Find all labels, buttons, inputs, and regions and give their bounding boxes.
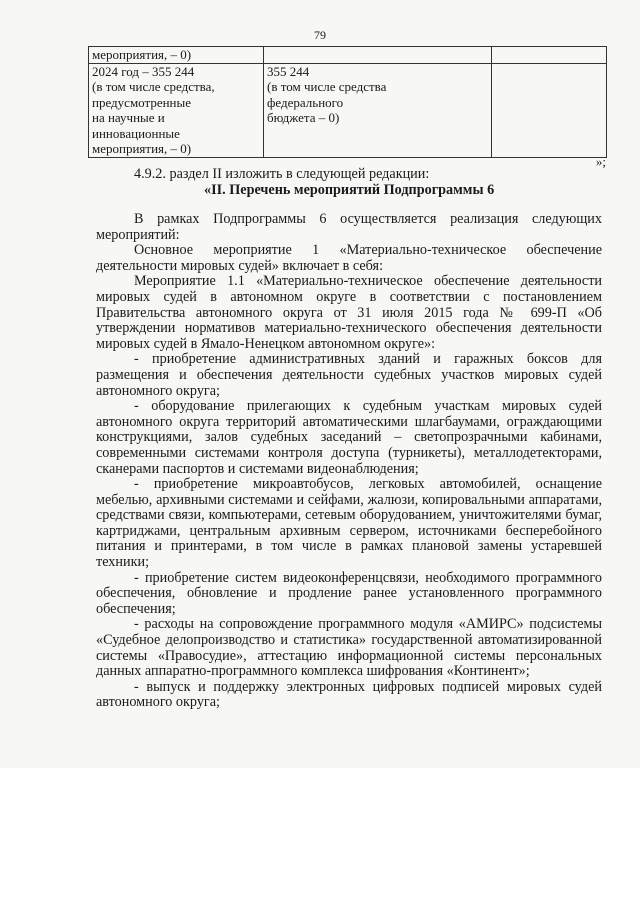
paragraph: - оборудование прилегающих к судебным участкам мировых судей автономного округа территорий автоматическими шлагбаумами, ограждающими конструкциями, залов судебных заседаний – светопрозрачными кабинами, современными системами контроля доступа (турникеты), металлодетекторами, сканерами паспортов и системами видеонаблюдения;	[96, 398, 602, 477]
table-cell	[264, 47, 492, 64]
paragraph: Мероприятие 1.1 «Материально-техническое обеспечение деятельности мировых судей в автономном округе в соответствии с постановлением Правительства автономного округа от 31 июля 2015 года № 699-П «Об утверждении нормативов материально-технического обеспечения деятельности мировых судей в Ямало-Ненецком автономном округе»:	[96, 273, 602, 352]
paragraph: - приобретение микроавтобусов, легковых автомобилей, оснащение мебелью, архивными системами и сейфами, жалюзи, копировальными аппаратами, средствами связи, компьютерами, сетевым оборудованием, уничтожителями бумаг, картриджами, центральным архивным сервером, источниками бесперебойного питания и принтерами, в том числе в рамках плановой замены устаревшей техники;	[96, 476, 602, 571]
funding-table	[88, 46, 607, 158]
cell-line: предусмотренные	[92, 94, 192, 110]
cell-line: мероприятия, – 0)	[92, 47, 192, 62]
paragraph: - расходы на сопровождение программного модуля «АМИРС» подсистемы «Судебное делопроизводство и статистика» государственной автоматизированной системы «Правосудие», аттестацию информационной системы персональных данных аппаратно-программного комплекса шифрования «Континент»;	[96, 616, 602, 680]
paragraph: Основное мероприятие 1 «Материально-техническое обеспечение деятельности мировых судей» включает в себя:	[96, 242, 602, 274]
table-cell	[89, 63, 264, 157]
table-row	[89, 47, 607, 64]
cell-line: (в том числе средства,	[92, 79, 215, 94]
paragraph: - приобретение административных зданий и гаражных боксов для размещения и обеспечения деятельности судебных участков мировых судей автономного округа;	[96, 351, 602, 399]
paragraph: - выпуск и поддержку электронных цифровых подписей мировых судей автономного округа;	[96, 678, 602, 711]
table-cell	[89, 47, 264, 64]
paragraph: - приобретение систем видеоконференцсвязи, необходимого программного обеспечения, обновление и продление ранее установленного программного обеспечения;	[96, 569, 602, 617]
cell-line: инновационные	[92, 125, 180, 141]
body-text	[96, 212, 602, 711]
cell-line: бюджета – 0)	[267, 110, 340, 125]
cell-line: 355 244	[267, 63, 310, 79]
section-heading: «II. Перечень мероприятий Подпрограммы 6	[204, 181, 495, 198]
cell-line: федерального	[267, 94, 344, 110]
cell-line: 2024 год – 355 244	[92, 63, 195, 79]
cell-line: (в том числе средства	[267, 79, 387, 94]
table-row	[89, 63, 607, 157]
page-number: 79	[314, 28, 326, 42]
amendment-item: 4.9.2. раздел II изложить в следующей редакции:	[134, 166, 430, 182]
section-intro	[96, 167, 602, 198]
cell-line: на научные и	[92, 110, 165, 125]
table-cell	[492, 47, 607, 64]
table-cell	[492, 63, 607, 157]
closing-quote: »;	[595, 154, 606, 169]
cell-line: мероприятия, – 0)	[92, 141, 192, 156]
table-cell	[264, 63, 492, 157]
paragraph: В рамках Подпрограммы 6 осуществляется реализация следующих мероприятий:	[96, 211, 602, 243]
